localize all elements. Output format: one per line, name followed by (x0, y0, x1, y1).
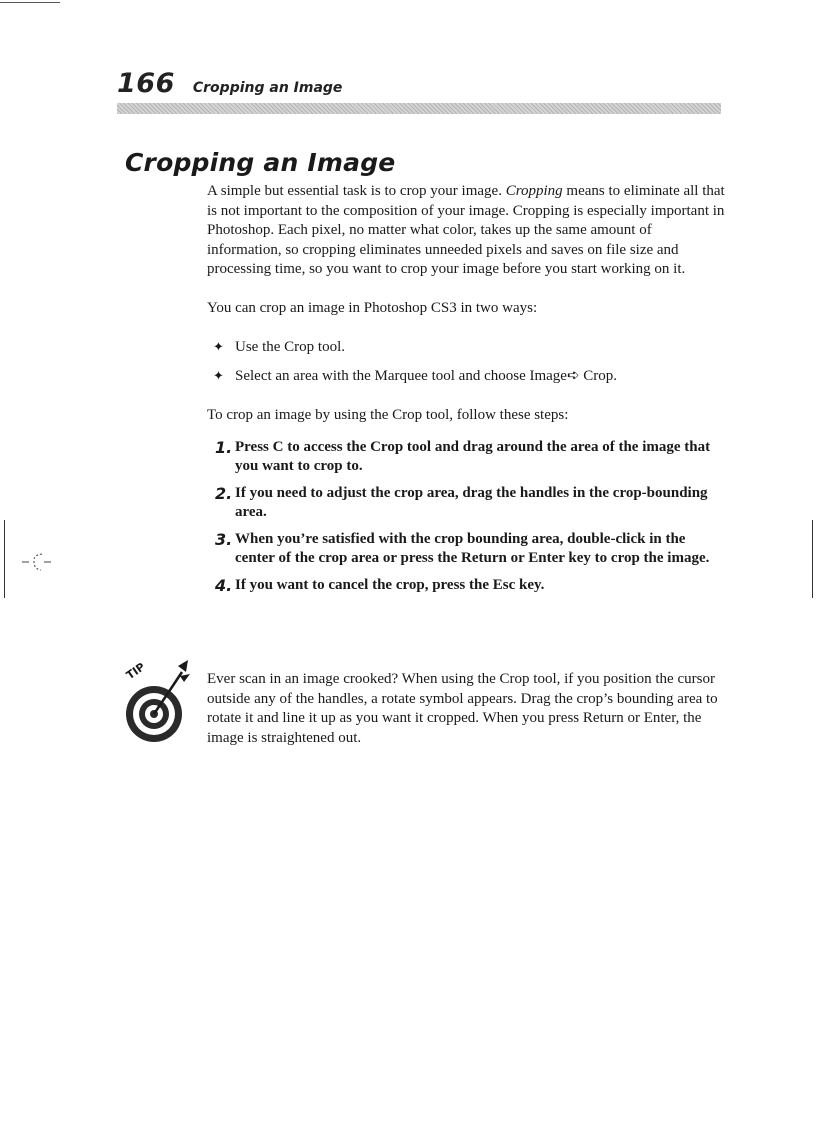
intro-term: Cropping (505, 183, 563, 199)
step-text: If you need to adjust the crop area, drag the handles in the crop-bounding area. (235, 484, 708, 520)
bullet-text: Use the Crop tool. (235, 339, 345, 355)
bullet-list (207, 338, 727, 386)
body-content (207, 182, 727, 602)
intro-paragraph (207, 182, 727, 280)
step-text: When you’re satisfied with the crop bounding area, double-click in the center of the crop area or press the Return or Enter key to crop the image. (235, 530, 710, 566)
bullet-star-icon: ✦ (213, 340, 224, 355)
step-item (207, 484, 727, 523)
intro-rest: means to eliminate all that is not important to the composition of your image. Cropping is especially important in Photoshop. Each pixel, no matter what color, takes up the same amount of information, so cropping eliminates unneeded pixels and saves on file size and processing time, so you want to crop your image before you start working on it. (207, 183, 725, 277)
registration-mark-icon (22, 552, 52, 572)
corner-crop-mark (0, 2, 60, 3)
list-item (207, 338, 727, 358)
header-rule (117, 103, 721, 114)
right-margin-mark (812, 520, 813, 598)
step-number: 2. (215, 483, 233, 503)
step-text: Press C to access the Crop tool and drag around the area of the image that you want to crop to. (235, 438, 711, 474)
tip-label: TIP (123, 660, 148, 683)
step-item (207, 438, 727, 477)
bullet-text: Select an area with the Marquee tool and choose Image➪ Crop. (235, 367, 618, 384)
tip-paragraph: Ever scan in an image crooked? When using the Crop tool, if you position the cursor outside any of the handles, a rotate symbol appears. Drag the crop’s bounding area to rotate it and line it up as you want it cropped. When you press Return or Enter, the image is straightened out. (207, 671, 718, 746)
list-item (207, 367, 727, 387)
step-number: 3. (215, 529, 233, 549)
section-title: Cropping an Image (125, 148, 396, 177)
step-number: 1. (215, 437, 233, 457)
page-header (117, 68, 342, 102)
bullet-star-icon: ✦ (213, 368, 224, 384)
ways-paragraph: You can crop an image in Photoshop CS3 in two ways: (207, 299, 538, 316)
page-number: 166 (117, 68, 175, 99)
step-item (207, 530, 727, 569)
steps-paragraph: To crop an image by using the Crop tool, follow these steps: (207, 407, 569, 423)
tip-target-icon (120, 652, 192, 744)
left-margin-mark (4, 520, 5, 598)
running-title: Cropping an Image (192, 80, 343, 96)
step-item (207, 576, 727, 596)
steps-list (207, 438, 727, 596)
step-number: 4. (215, 575, 233, 595)
step-text: If you want to cancel the crop, press the Esc key. (235, 576, 545, 593)
intro-lead: A simple but essential task is to crop your image. (207, 183, 506, 199)
